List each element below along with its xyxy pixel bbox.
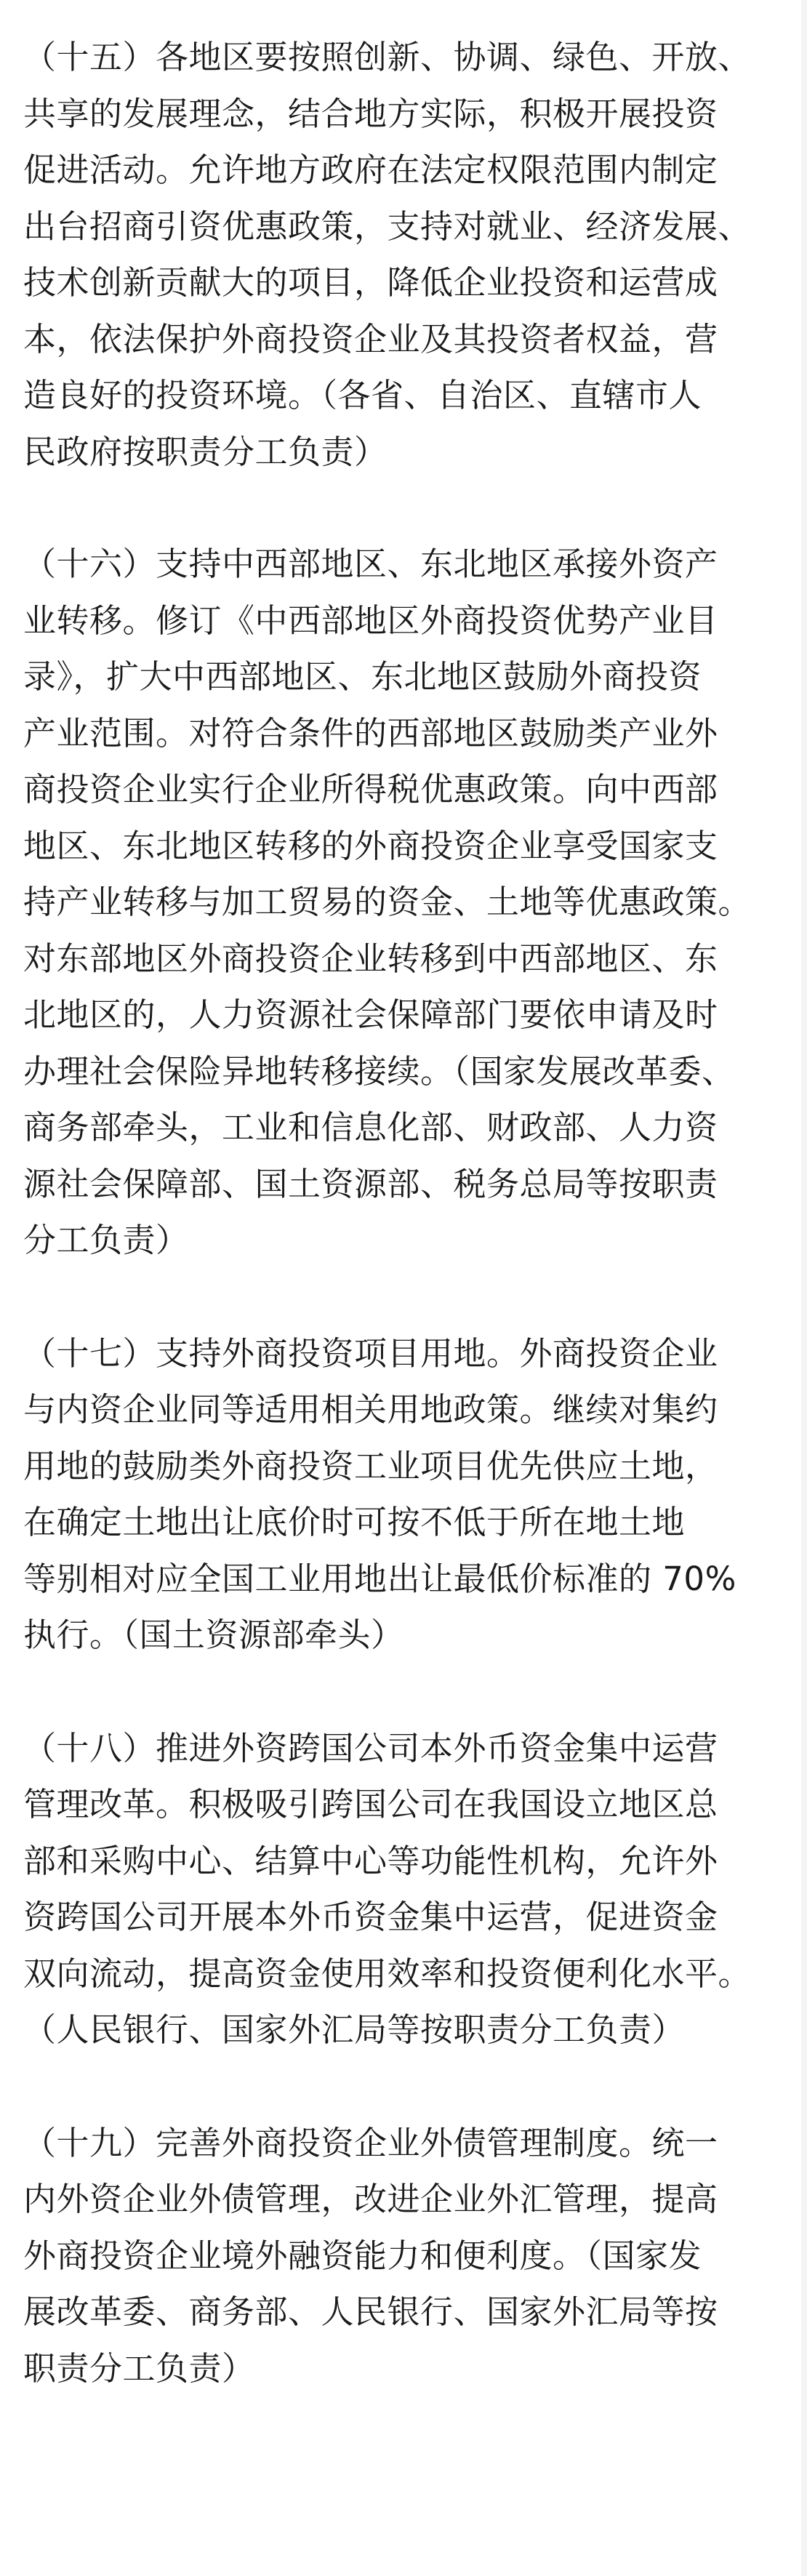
paragraph-15 bbox=[23, 29, 797, 480]
text-line: 民政府按职责分工负责） bbox=[23, 432, 388, 471]
text-line: 出台招商引资优惠政策，支持对就业、经济发展、 bbox=[23, 206, 752, 246]
text-line: 分工负责） bbox=[23, 1221, 189, 1259]
text-line: 职责分工负责） bbox=[23, 2348, 255, 2388]
scroll-edge bbox=[801, 0, 807, 2576]
paragraph-16 bbox=[23, 536, 797, 1269]
text-line: 持产业转移与加工贸易的资金、土地等优惠政策。 bbox=[23, 883, 752, 921]
text-line: 等别相对应全国工业用地出让最低价标准的 70% bbox=[23, 1559, 736, 1598]
text-line: 商投资企业实行企业所得税优惠政策。向中西部 bbox=[23, 770, 718, 808]
paragraph-19 bbox=[23, 2115, 797, 2397]
text-line: 地区、东北地区转移的外商投资企业享受国家支 bbox=[23, 826, 718, 865]
paragraph-gap bbox=[23, 2058, 797, 2115]
text-line: （人民银行、国家外汇局等按职责分工负责） bbox=[23, 2010, 686, 2049]
text-line: 用地的鼓励类外商投资工业项目优先供应土地， bbox=[23, 1446, 718, 1485]
text-line: （十六）支持中西部地区、东北地区承接外资产 bbox=[23, 545, 718, 583]
paragraph-gap bbox=[23, 1269, 797, 1325]
text-line: 商务部牵头，工业和信息化部、财政部、人力资 bbox=[23, 1108, 718, 1147]
text-line: 促进活动。允许地方政府在法定权限范围内制定 bbox=[23, 151, 718, 189]
text-line: 录》，扩大中西部地区、东北地区鼓励外商投资 bbox=[23, 657, 702, 696]
text-line: 对东部地区外商投资企业转移到中西部地区、东 bbox=[23, 939, 718, 978]
paragraph-gap bbox=[23, 480, 797, 536]
text-line: 执行。（国土资源部牵头） bbox=[23, 1616, 404, 1654]
text-line: 管理改革。积极吸引跨国公司在我国设立地区总 bbox=[23, 1785, 718, 1823]
text-line: 造良好的投资环境。（各省、自治区、直辖市人 bbox=[23, 376, 702, 414]
text-line: 资跨国公司开展本外币资金集中运营，促进资金 bbox=[23, 1898, 718, 1936]
text-line: 共享的发展理念，结合地方实际，积极开展投资 bbox=[23, 94, 718, 133]
text-line: 内外资企业外债管理，改进企业外汇管理，提高 bbox=[23, 2180, 718, 2218]
text-line: （十八）推进外资跨国公司本外币资金集中运营 bbox=[23, 1728, 718, 1768]
text-line: 技术创新贡献大的项目，降低企业投资和运营成 bbox=[23, 263, 718, 302]
paragraph-17 bbox=[23, 1325, 797, 1664]
paragraph-gap bbox=[23, 1664, 797, 1720]
text-line: 在确定土地出让底价时可按不低于所在地土地 bbox=[23, 1503, 686, 1541]
text-line: （十七）支持外商投资项目用地。外商投资企业 bbox=[23, 1333, 718, 1373]
text-line: 业转移。修订《中西部地区外商投资优势产业目 bbox=[23, 601, 718, 640]
text-line: 办理社会保险异地转移接续。（国家发展改革委、 bbox=[23, 1051, 735, 1091]
text-line: 外商投资企业境外融资能力和便利度。（国家发 bbox=[23, 2236, 702, 2275]
text-line: 部和采购中心、结算中心等功能性机构，允许外 bbox=[23, 1841, 718, 1880]
text-line: 产业范围。对符合条件的西部地区鼓励类产业外 bbox=[23, 713, 718, 753]
text-line: 源社会保障部、国土资源部、税务总局等按职责 bbox=[23, 1164, 718, 1203]
text-line: 双向流动，提高资金使用效率和投资便利化水平。 bbox=[23, 1954, 752, 1993]
text-line: 展改革委、商务部、人民银行、国家外汇局等按 bbox=[23, 2292, 718, 2331]
text-line: （十九）完善外商投资企业外债管理制度。统一 bbox=[23, 2123, 718, 2162]
paragraph-18 bbox=[23, 1720, 797, 2058]
text-line: 与内资企业同等适用相关用地政策。继续对集约 bbox=[23, 1390, 718, 1429]
text-line: 北地区的，人力资源社会保障部门要依申请及时 bbox=[23, 995, 718, 1034]
text-line: 本，依法保护外商投资企业及其投资者权益，营 bbox=[23, 319, 718, 358]
text-line: （十五）各地区要按照创新、协调、绿色、开放、 bbox=[23, 38, 752, 76]
